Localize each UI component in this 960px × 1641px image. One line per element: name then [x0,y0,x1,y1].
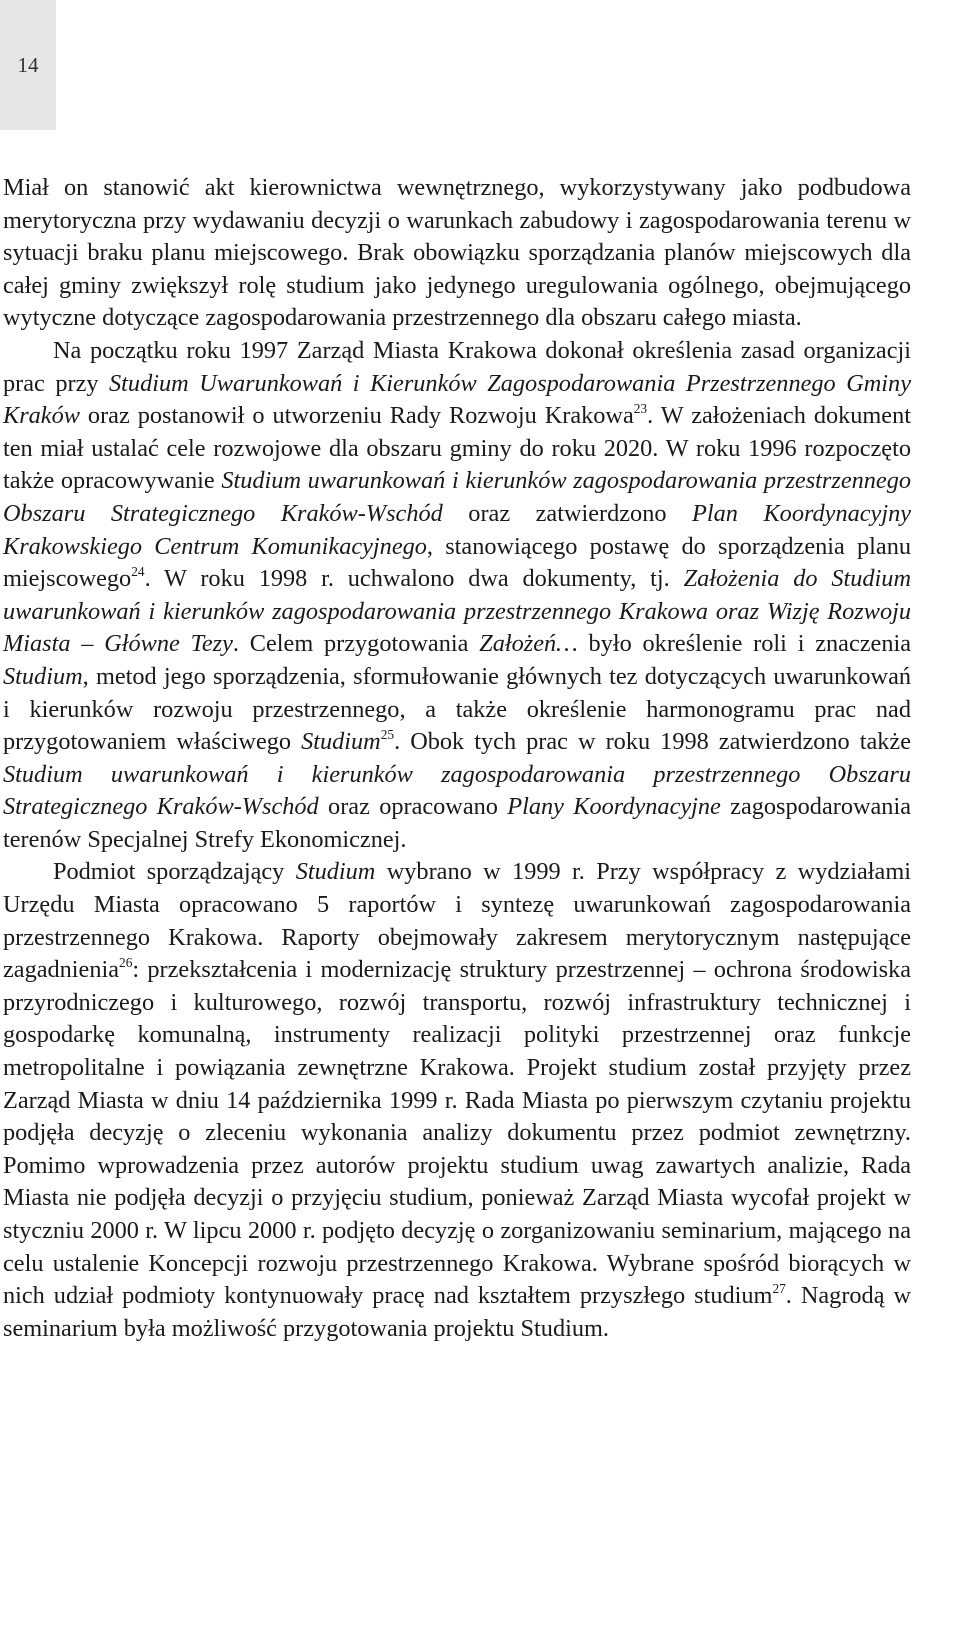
text-run: było określenie roli i znaczenia [577,630,911,658]
italic-title: Studium [301,728,381,756]
text-run: Miał on stanowić akt kierownictwa wewnętrznego, wykorzystywany jako podbudowa merytoryczna przy wydawaniu decyzji o warunkach zabudowy i zagospodarowania terenu w sytuacji braku planu miejscowego. Brak obowiązku sporządzania planów miejscowych dla całej gminy zwiększył rolę studium jako jedynego uregulowania ogólnego, obejmującego wytyczne dotyczące zagospodarowania przestrzennego dla obszaru całego miasta. [3,174,911,332]
text-run: . Nagrodą w seminarium była możliwość przygotowania projektu Studium. [3,1282,912,1342]
text-run: . Celem przygotowania [232,630,480,658]
footnote-ref: 24 [131,564,145,580]
italic-title: Założenia do Studium uwarunkowań i kierunków zagospodarowania przestrzennego Krakowa oraz Wizję Rozwoju Miasta – Główne Tezy [3,565,911,658]
italic-title: Plan Koordynacyjny Krakowskiego Centrum Komunikacyjnego [3,499,911,560]
page-number-box [0,0,56,130]
paragraph [3,172,911,335]
text-run: , metod jego sporządzenia, sformułowanie głównych tez dotyczących uwarunkowań i kierunków rozwoju przestrzennego, a także określenie harmonogramu prac nad przygotowaniem właściwego [3,662,911,756]
footnote-ref: 26 [119,955,133,971]
footnote-ref: 27 [772,1281,786,1297]
italic-title: Założeń… [479,630,578,658]
italic-title: Studium uwarunkowań i kierunków zagospodarowania przestrzennego Obszaru Strategicznego Kraków-Wschód [3,760,911,821]
document-body [3,172,911,1345]
text-run: . W założeniach dokument ten miał ustalać cele rozwojowe dla obszaru gminy do roku 2020. W roku 1996 rozpoczęto także opracowywanie [3,402,911,495]
paragraph [3,856,911,1345]
text-run: oraz opracowano [318,793,508,821]
text-run: oraz postanowił o utworzeniu Rady Rozwoju Krakowa [79,402,634,430]
italic-title: Studium [295,858,376,886]
footnote-ref: 23 [633,401,648,417]
text-run: Podmiot sporządzający [53,858,296,886]
italic-title: Studium uwarunkowań i kierunków zagospodarowania przestrzennego Obszaru Strategicznego Kraków-Wschód [3,467,911,527]
text-run: oraz zatwierdzono [442,499,693,527]
italic-title: Studium Uwarunkowań i Kierunków Zagospodarowania Przestrzennego Gminy Kraków [3,369,911,430]
text-run: . Obok tych prac w roku 1998 zatwierdzono także [394,728,911,756]
text-run: Na początku roku 1997 Zarząd Miasta Krakowa dokonał określenia zasad organizacji prac przy [3,336,911,397]
paragraph [3,335,911,857]
italic-title: Plany Koordynacyjne [507,793,721,821]
page-number: 14 [17,52,39,77]
text-run: : przekształcenia i modernizację struktury przestrzennej – ochrona środowiska przyrodniczego i kulturowego, rozwój transportu, rozwój infrastruktury technicznej i gospodarkę komunalną, instrumenty realizacji polityki przestrzennej oraz funkcje metropolitalne i powiązania zewnętrzne Krakowa. Projekt studium został przyjęty przez Zarząd Miasta w dniu 14 października 1999 r. Rada Miasta po pierwszym czytaniu projektu podjęła decyzję o zleceniu wykonania analizy dokumentu przez podmiot zewnętrzny. Pomimo wprowadzenia przez autorów projektu studium uwag zawartych analizie, Rada Miasta nie podjęła decyzji o przyjęciu studium, ponieważ Zarząd Miasta wycofał projekt w styczniu 2000 r. W lipcu 2000 r. podjęto decyzję o zorganizowaniu seminarium, mającego na celu ustalenie Koncepcji rozwoju przestrzennego Krakowa. Wybrane spośród biorących w nich udział podmioty kontynuowały pracę nad kształtem przyszłego studium [3,956,911,1310]
text-run: , stanowiącego postawę do sporządzenia planu miejscowego [3,532,911,593]
text-run: zagospodarowania terenów Specjalnej Strefy Ekonomicznej. [3,793,911,853]
italic-title: Studium [3,662,83,690]
text-run: . W roku 1998 r. uchwalono dwa dokumenty, tj. [144,565,684,593]
footnote-ref: 25 [380,727,395,743]
text-run: wybrano w 1999 r. Przy współpracy z wydziałami Urzędu Miasta opracowano 5 raportów i syntezę uwarunkowań zagospodarowania przestrzennego Krakowa. Raporty obejmowały zakresem merytorycznym następujące zagadnienia [3,858,911,984]
